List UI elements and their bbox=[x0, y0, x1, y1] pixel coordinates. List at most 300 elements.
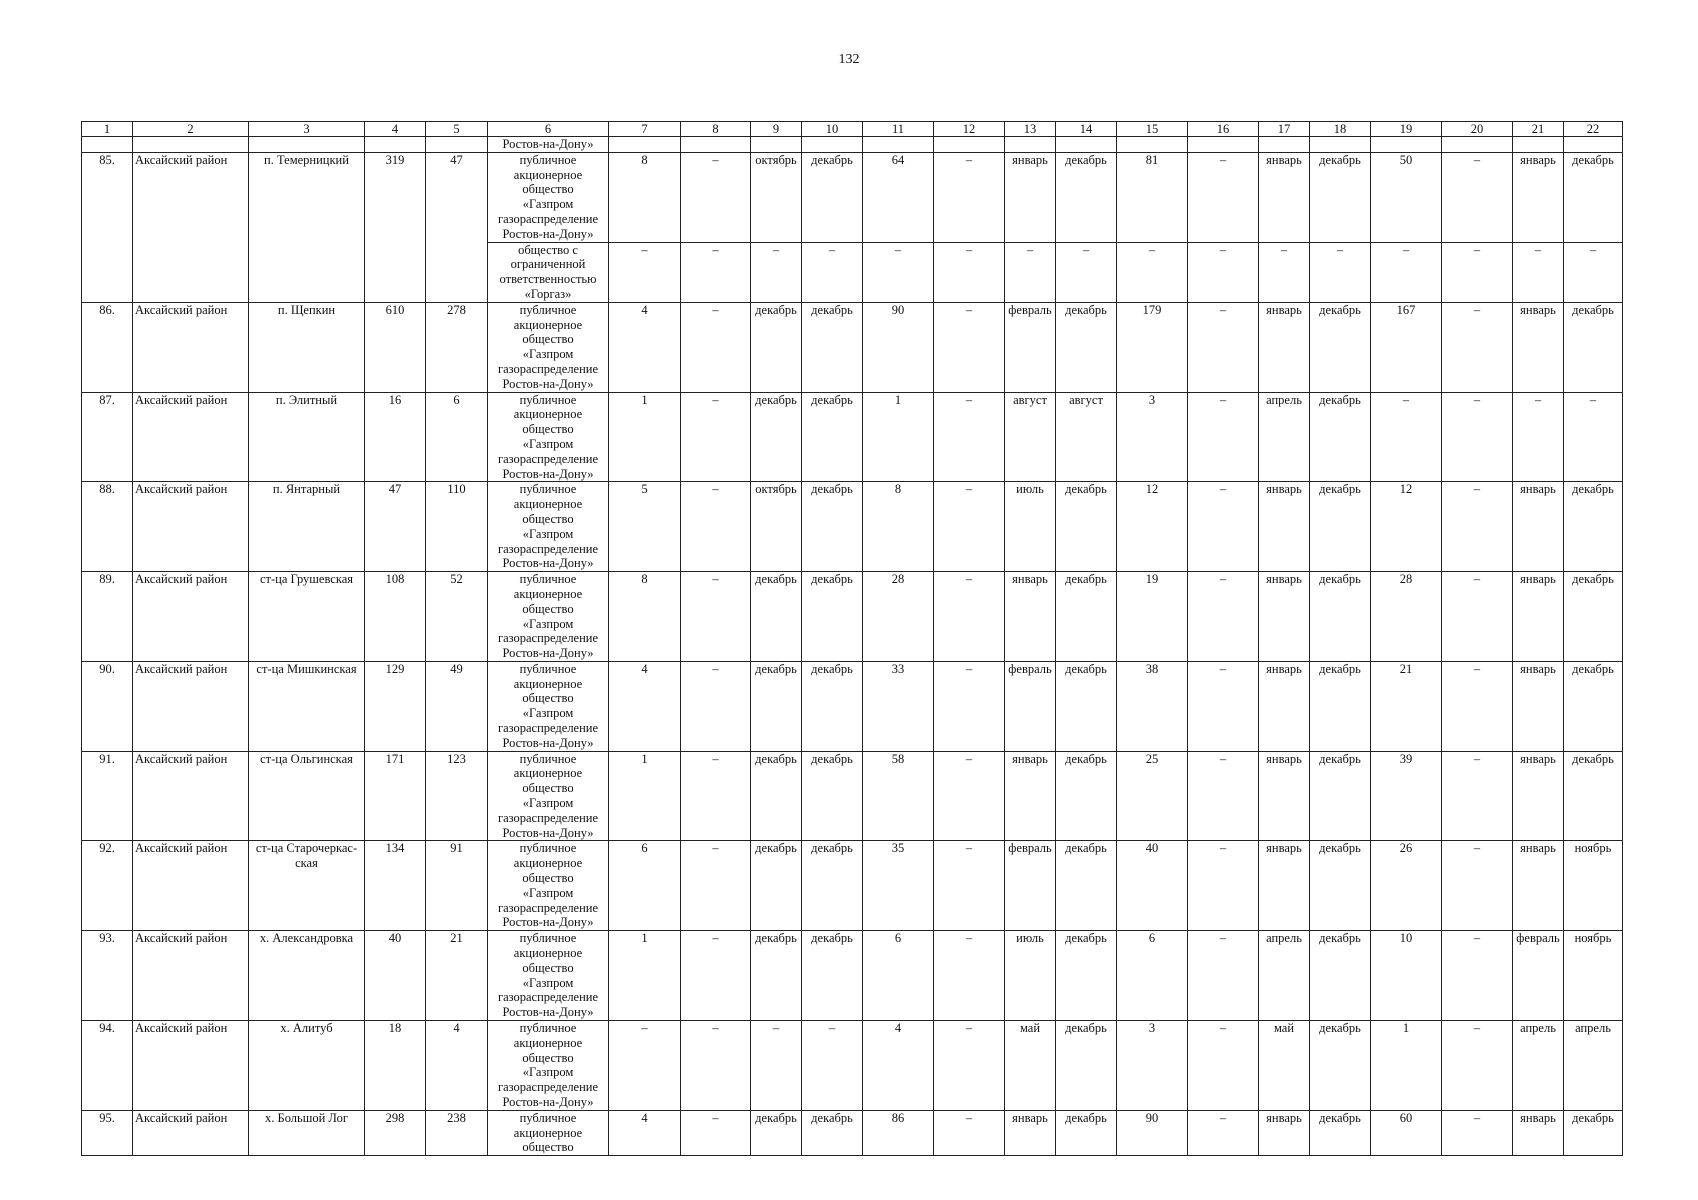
value-col-12: – bbox=[934, 931, 1005, 1021]
org-line: публичное bbox=[519, 1021, 577, 1036]
value-col-9: декабрь bbox=[751, 841, 802, 931]
table-row bbox=[82, 392, 1623, 482]
value-col-16: – bbox=[1188, 1021, 1259, 1111]
org-line: общество с bbox=[518, 242, 578, 257]
org-line: газораспределение bbox=[497, 810, 599, 825]
value-col-19: – bbox=[1371, 392, 1442, 482]
value-col-7: 1 bbox=[609, 392, 681, 482]
org-line: Ростов-на-Дону» bbox=[502, 556, 594, 571]
value-col-5: 6 bbox=[426, 392, 488, 482]
value-col-10: декабрь bbox=[802, 931, 863, 1021]
org-line: «Газпром bbox=[522, 885, 574, 900]
org-line: акционерное bbox=[513, 167, 583, 182]
locality-name: п. Янтарный bbox=[249, 482, 365, 572]
value-col-10: декабрь bbox=[802, 572, 863, 662]
district-name: Аксайский район bbox=[133, 1110, 249, 1155]
locality-name: п. Темерницкий bbox=[249, 152, 365, 302]
value-col-12: – bbox=[934, 661, 1005, 751]
value-col-20: – bbox=[1442, 931, 1513, 1021]
value-col-8: – bbox=[681, 1021, 751, 1111]
district-name: Аксайский район bbox=[133, 1021, 249, 1111]
value-col-15: 3 bbox=[1117, 392, 1188, 482]
value-col-14: декабрь bbox=[1056, 841, 1117, 931]
value-col-22: декабрь bbox=[1564, 1110, 1623, 1155]
column-number: 14 bbox=[1056, 122, 1117, 137]
value-col-17: январь bbox=[1259, 751, 1310, 841]
org-line: публичное bbox=[519, 152, 577, 167]
value-col-17: январь bbox=[1259, 572, 1310, 662]
value-col-17: январь bbox=[1259, 152, 1310, 242]
locality-name: п. Щепкин bbox=[249, 302, 365, 392]
value-col-17: январь bbox=[1259, 661, 1310, 751]
value-col-15: 179 bbox=[1117, 302, 1188, 392]
org-line: Ростов-на-Дону» bbox=[502, 466, 594, 481]
value-col-5: 49 bbox=[426, 661, 488, 751]
value-col-5: 238 bbox=[426, 1110, 488, 1155]
org-line: «Газпром bbox=[522, 796, 574, 811]
value-col-22: декабрь bbox=[1564, 572, 1623, 662]
value-col-15: 90 bbox=[1117, 1110, 1188, 1155]
organization-name bbox=[488, 242, 609, 302]
value-col-18: декабрь bbox=[1310, 931, 1371, 1021]
org-line: «Газпром bbox=[522, 616, 574, 631]
value-col-4: 129 bbox=[365, 661, 426, 751]
value-col-22: декабрь bbox=[1564, 661, 1623, 751]
value-col-13: февраль bbox=[1005, 661, 1056, 751]
value-col-19: – bbox=[1371, 242, 1442, 302]
value-col-4: 134 bbox=[365, 841, 426, 931]
org-line: «Горгаз» bbox=[524, 286, 572, 301]
column-number: 8 bbox=[681, 122, 751, 137]
org-line: Ростов-на-Дону» bbox=[502, 226, 594, 241]
value-col-9: декабрь bbox=[751, 661, 802, 751]
value-col-19: 28 bbox=[1371, 572, 1442, 662]
empty-cell bbox=[934, 137, 1005, 153]
org-line: публичное bbox=[519, 841, 577, 856]
empty-cell bbox=[802, 137, 863, 153]
organization-name bbox=[488, 661, 609, 751]
org-line: Ростов-на-Дону» bbox=[502, 735, 594, 750]
value-col-5: 278 bbox=[426, 302, 488, 392]
value-col-22: ноябрь bbox=[1564, 931, 1623, 1021]
row-number: 85. bbox=[82, 152, 133, 302]
value-col-4: 171 bbox=[365, 751, 426, 841]
value-col-14: – bbox=[1056, 242, 1117, 302]
value-col-5: 110 bbox=[426, 482, 488, 572]
value-col-18: декабрь bbox=[1310, 1110, 1371, 1155]
org-line: газораспределение bbox=[497, 1080, 599, 1095]
column-number: 15 bbox=[1117, 122, 1188, 137]
value-col-10: декабрь bbox=[802, 841, 863, 931]
locality-name: п. Элитный bbox=[249, 392, 365, 482]
value-col-21: январь bbox=[1513, 572, 1564, 662]
org-line: общество bbox=[522, 422, 574, 437]
org-line: газораспределение bbox=[497, 211, 599, 226]
org-line: акционерное bbox=[513, 407, 583, 422]
value-col-17: май bbox=[1259, 1021, 1310, 1111]
value-col-15: 19 bbox=[1117, 572, 1188, 662]
value-col-7: 8 bbox=[609, 152, 681, 242]
locality-name: ст-ца Грушевская bbox=[249, 572, 365, 662]
value-col-19: 26 bbox=[1371, 841, 1442, 931]
empty-cell bbox=[681, 137, 751, 153]
value-col-17: январь bbox=[1259, 482, 1310, 572]
org-line: «Газпром bbox=[522, 526, 574, 541]
page-number: 132 bbox=[838, 52, 860, 67]
value-col-12: – bbox=[934, 1110, 1005, 1155]
value-col-13: июль bbox=[1005, 931, 1056, 1021]
table-row bbox=[82, 302, 1623, 392]
empty-cell bbox=[1005, 137, 1056, 153]
value-col-17: январь bbox=[1259, 1110, 1310, 1155]
org-line: акционерное bbox=[513, 317, 583, 332]
column-number: 10 bbox=[802, 122, 863, 137]
column-number: 6 bbox=[488, 122, 609, 137]
value-col-21: январь bbox=[1513, 751, 1564, 841]
value-col-13: январь bbox=[1005, 572, 1056, 662]
value-col-11: 8 bbox=[863, 482, 934, 572]
value-col-12: – bbox=[934, 242, 1005, 302]
value-col-8: – bbox=[681, 931, 751, 1021]
locality-name: ст-ца Старочеркас-ская bbox=[249, 841, 365, 931]
org-line: публичное bbox=[519, 751, 577, 766]
value-col-22: – bbox=[1564, 392, 1623, 482]
value-col-10: – bbox=[802, 242, 863, 302]
value-col-18: декабрь bbox=[1310, 392, 1371, 482]
table-body bbox=[82, 122, 1623, 1156]
value-col-8: – bbox=[681, 661, 751, 751]
org-line: газораспределение bbox=[497, 541, 599, 556]
org-line: «Газпром bbox=[522, 197, 574, 212]
value-col-14: декабрь bbox=[1056, 931, 1117, 1021]
table-row bbox=[82, 751, 1623, 841]
value-col-10: декабрь bbox=[802, 482, 863, 572]
value-col-14: декабрь bbox=[1056, 1021, 1117, 1111]
column-number: 3 bbox=[249, 122, 365, 137]
value-col-7: 4 bbox=[609, 302, 681, 392]
value-col-21: январь bbox=[1513, 482, 1564, 572]
locality-name: х. Александровка bbox=[249, 931, 365, 1021]
district-name: Аксайский район bbox=[133, 302, 249, 392]
value-col-15: 12 bbox=[1117, 482, 1188, 572]
org-line: акционерное bbox=[513, 1125, 583, 1140]
column-number: 18 bbox=[1310, 122, 1371, 137]
empty-cell bbox=[1188, 137, 1259, 153]
value-col-9: – bbox=[751, 242, 802, 302]
value-col-5: 47 bbox=[426, 152, 488, 302]
value-col-12: – bbox=[934, 751, 1005, 841]
organization-name bbox=[488, 1021, 609, 1111]
value-col-11: 86 bbox=[863, 1110, 934, 1155]
value-col-9: декабрь bbox=[751, 392, 802, 482]
value-col-4: 108 bbox=[365, 572, 426, 662]
table-row bbox=[82, 841, 1623, 931]
locality-name: х. Большой Лог bbox=[249, 1110, 365, 1155]
org-line: газораспределение bbox=[497, 900, 599, 915]
value-col-11: 4 bbox=[863, 1021, 934, 1111]
value-col-11: 33 bbox=[863, 661, 934, 751]
value-col-21: февраль bbox=[1513, 931, 1564, 1021]
value-col-19: 167 bbox=[1371, 302, 1442, 392]
value-col-4: 40 bbox=[365, 931, 426, 1021]
value-col-14: декабрь bbox=[1056, 661, 1117, 751]
row-number: 89. bbox=[82, 572, 133, 662]
org-line: Ростов-на-Дону» bbox=[502, 376, 594, 391]
value-col-4: 319 bbox=[365, 152, 426, 302]
value-col-7: 8 bbox=[609, 572, 681, 662]
value-col-17: апрель bbox=[1259, 392, 1310, 482]
column-number: 7 bbox=[609, 122, 681, 137]
value-col-9: декабрь bbox=[751, 751, 802, 841]
org-line: публичное bbox=[519, 392, 577, 407]
value-col-11: 1 bbox=[863, 392, 934, 482]
table-row bbox=[82, 661, 1623, 751]
table-row bbox=[82, 1021, 1623, 1111]
value-col-11: – bbox=[863, 242, 934, 302]
org-line: акционерное bbox=[513, 766, 583, 781]
empty-cell bbox=[1442, 137, 1513, 153]
org-line: акционерное bbox=[513, 946, 583, 961]
org-line: Ростов-на-Дону» bbox=[502, 646, 594, 661]
org-line: Ростов-на-Дону» bbox=[502, 825, 594, 840]
value-col-19: 21 bbox=[1371, 661, 1442, 751]
value-col-19: 10 bbox=[1371, 931, 1442, 1021]
org-line: «Газпром bbox=[522, 706, 574, 721]
value-col-13: февраль bbox=[1005, 841, 1056, 931]
value-col-20: – bbox=[1442, 242, 1513, 302]
empty-cell bbox=[365, 137, 426, 153]
value-col-20: – bbox=[1442, 482, 1513, 572]
value-col-17: – bbox=[1259, 242, 1310, 302]
value-col-11: 35 bbox=[863, 841, 934, 931]
value-col-15: 25 bbox=[1117, 751, 1188, 841]
value-col-14: декабрь bbox=[1056, 482, 1117, 572]
value-col-9: октябрь bbox=[751, 152, 802, 242]
value-col-16: – bbox=[1188, 661, 1259, 751]
empty-cell bbox=[1056, 137, 1117, 153]
value-col-7: – bbox=[609, 242, 681, 302]
value-col-20: – bbox=[1442, 572, 1513, 662]
empty-cell bbox=[751, 137, 802, 153]
value-col-8: – bbox=[681, 841, 751, 931]
row-number: 91. bbox=[82, 751, 133, 841]
value-col-19: 60 bbox=[1371, 1110, 1442, 1155]
value-col-20: – bbox=[1442, 841, 1513, 931]
value-col-22: ноябрь bbox=[1564, 841, 1623, 931]
row-number: 95. bbox=[82, 1110, 133, 1155]
organization-name bbox=[488, 152, 609, 242]
org-line: акционерное bbox=[513, 586, 583, 601]
value-col-7: 1 bbox=[609, 931, 681, 1021]
org-line: ответственностью bbox=[499, 272, 597, 287]
value-col-8: – bbox=[681, 1110, 751, 1155]
value-col-19: 1 bbox=[1371, 1021, 1442, 1111]
column-number: 11 bbox=[863, 122, 934, 137]
column-number: 17 bbox=[1259, 122, 1310, 137]
org-line: газораспределение bbox=[497, 631, 599, 646]
empty-cell bbox=[249, 137, 365, 153]
value-col-22: декабрь bbox=[1564, 482, 1623, 572]
org-line: акционерное bbox=[513, 676, 583, 691]
value-col-18: декабрь bbox=[1310, 1021, 1371, 1111]
value-col-16: – bbox=[1188, 751, 1259, 841]
value-col-13: июль bbox=[1005, 482, 1056, 572]
value-col-20: – bbox=[1442, 302, 1513, 392]
empty-cell bbox=[1310, 137, 1371, 153]
value-col-14: декабрь bbox=[1056, 1110, 1117, 1155]
value-col-16: – bbox=[1188, 152, 1259, 242]
org-line: общество bbox=[522, 1140, 574, 1155]
value-col-18: декабрь bbox=[1310, 841, 1371, 931]
value-col-7: 1 bbox=[609, 751, 681, 841]
column-number: 21 bbox=[1513, 122, 1564, 137]
table-row bbox=[82, 152, 1623, 242]
organization-name bbox=[488, 751, 609, 841]
column-number-row bbox=[82, 122, 1623, 137]
organization-name bbox=[488, 1110, 609, 1155]
value-col-10: декабрь bbox=[802, 152, 863, 242]
org-line: общество bbox=[522, 182, 574, 197]
value-col-20: – bbox=[1442, 392, 1513, 482]
value-col-21: январь bbox=[1513, 152, 1564, 242]
value-col-13: – bbox=[1005, 242, 1056, 302]
org-line: публичное bbox=[519, 1110, 577, 1125]
column-number: 13 bbox=[1005, 122, 1056, 137]
value-col-5: 21 bbox=[426, 931, 488, 1021]
value-col-9: – bbox=[751, 1021, 802, 1111]
value-col-18: декабрь bbox=[1310, 482, 1371, 572]
value-col-5: 91 bbox=[426, 841, 488, 931]
value-col-8: – bbox=[681, 482, 751, 572]
value-col-13: февраль bbox=[1005, 302, 1056, 392]
org-line: публичное bbox=[519, 302, 577, 317]
value-col-20: – bbox=[1442, 1021, 1513, 1111]
value-col-21: январь bbox=[1513, 661, 1564, 751]
value-col-12: – bbox=[934, 841, 1005, 931]
org-line: газораспределение bbox=[497, 361, 599, 376]
empty-cell bbox=[1117, 137, 1188, 153]
org-line: общество bbox=[522, 1050, 574, 1065]
value-col-4: 18 bbox=[365, 1021, 426, 1111]
value-col-13: январь bbox=[1005, 1110, 1056, 1155]
org-line: ограниченной bbox=[510, 257, 586, 272]
value-col-18: – bbox=[1310, 242, 1371, 302]
value-col-4: 298 bbox=[365, 1110, 426, 1155]
value-col-11: 58 bbox=[863, 751, 934, 841]
value-col-15: 81 bbox=[1117, 152, 1188, 242]
value-col-11: 6 bbox=[863, 931, 934, 1021]
value-col-16: – bbox=[1188, 392, 1259, 482]
table-row bbox=[82, 572, 1623, 662]
column-number: 20 bbox=[1442, 122, 1513, 137]
org-line: акционерное bbox=[513, 1035, 583, 1050]
value-col-8: – bbox=[681, 572, 751, 662]
value-col-10: декабрь bbox=[802, 661, 863, 751]
column-number: 1 bbox=[82, 122, 133, 137]
organization-name bbox=[488, 392, 609, 482]
value-col-16: – bbox=[1188, 302, 1259, 392]
value-col-22: апрель bbox=[1564, 1021, 1623, 1111]
value-col-10: декабрь bbox=[802, 1110, 863, 1155]
empty-cell bbox=[426, 137, 488, 153]
district-name: Аксайский район bbox=[133, 572, 249, 662]
org-line: публичное bbox=[519, 482, 577, 497]
row-number: 87. bbox=[82, 392, 133, 482]
value-col-20: – bbox=[1442, 152, 1513, 242]
value-col-14: декабрь bbox=[1056, 152, 1117, 242]
value-col-9: декабрь bbox=[751, 1110, 802, 1155]
org-line: общество bbox=[522, 691, 574, 706]
value-col-7: 6 bbox=[609, 841, 681, 931]
value-col-18: декабрь bbox=[1310, 302, 1371, 392]
value-col-17: январь bbox=[1259, 841, 1310, 931]
organization-name bbox=[488, 482, 609, 572]
value-col-11: 28 bbox=[863, 572, 934, 662]
organization-name bbox=[488, 302, 609, 392]
empty-cell bbox=[1259, 137, 1310, 153]
value-col-21: январь bbox=[1513, 1110, 1564, 1155]
org-line: Ростов-на-Дону» bbox=[502, 1005, 594, 1020]
value-col-5: 52 bbox=[426, 572, 488, 662]
value-col-22: – bbox=[1564, 242, 1623, 302]
locality-name: ст-ца Мишкинская bbox=[249, 661, 365, 751]
column-number: 19 bbox=[1371, 122, 1442, 137]
row-number: 94. bbox=[82, 1021, 133, 1111]
value-col-16: – bbox=[1188, 482, 1259, 572]
value-col-21: – bbox=[1513, 392, 1564, 482]
value-col-12: – bbox=[934, 572, 1005, 662]
value-col-5: 4 bbox=[426, 1021, 488, 1111]
org-line: общество bbox=[522, 781, 574, 796]
district-name: Аксайский район bbox=[133, 751, 249, 841]
value-col-21: январь bbox=[1513, 302, 1564, 392]
value-col-10: – bbox=[802, 1021, 863, 1111]
row-number: 93. bbox=[82, 931, 133, 1021]
table-row bbox=[82, 1110, 1623, 1155]
org-line: общество bbox=[522, 511, 574, 526]
value-col-14: декабрь bbox=[1056, 751, 1117, 841]
value-col-22: декабрь bbox=[1564, 152, 1623, 242]
row-number: 86. bbox=[82, 302, 133, 392]
value-col-4: 16 bbox=[365, 392, 426, 482]
org-line: газораспределение bbox=[497, 990, 599, 1005]
value-col-16: – bbox=[1188, 931, 1259, 1021]
value-col-13: май bbox=[1005, 1021, 1056, 1111]
value-col-14: август bbox=[1056, 392, 1117, 482]
district-name: Аксайский район bbox=[133, 661, 249, 751]
empty-cell bbox=[133, 137, 249, 153]
value-col-17: январь bbox=[1259, 302, 1310, 392]
value-col-5: 123 bbox=[426, 751, 488, 841]
value-col-12: – bbox=[934, 392, 1005, 482]
value-col-16: – bbox=[1188, 1110, 1259, 1155]
value-col-7: 4 bbox=[609, 1110, 681, 1155]
org-line: газораспределение bbox=[497, 721, 599, 736]
value-col-9: декабрь bbox=[751, 572, 802, 662]
district-name: Аксайский район bbox=[133, 841, 249, 931]
value-col-18: декабрь bbox=[1310, 751, 1371, 841]
value-col-12: – bbox=[934, 1021, 1005, 1111]
org-name-continued: Ростов-на-Дону» bbox=[488, 137, 609, 153]
value-col-18: декабрь bbox=[1310, 572, 1371, 662]
value-col-8: – bbox=[681, 302, 751, 392]
empty-cell bbox=[863, 137, 934, 153]
column-number: 5 bbox=[426, 122, 488, 137]
column-number: 4 bbox=[365, 122, 426, 137]
value-col-12: – bbox=[934, 482, 1005, 572]
value-col-9: декабрь bbox=[751, 931, 802, 1021]
empty-cell bbox=[609, 137, 681, 153]
